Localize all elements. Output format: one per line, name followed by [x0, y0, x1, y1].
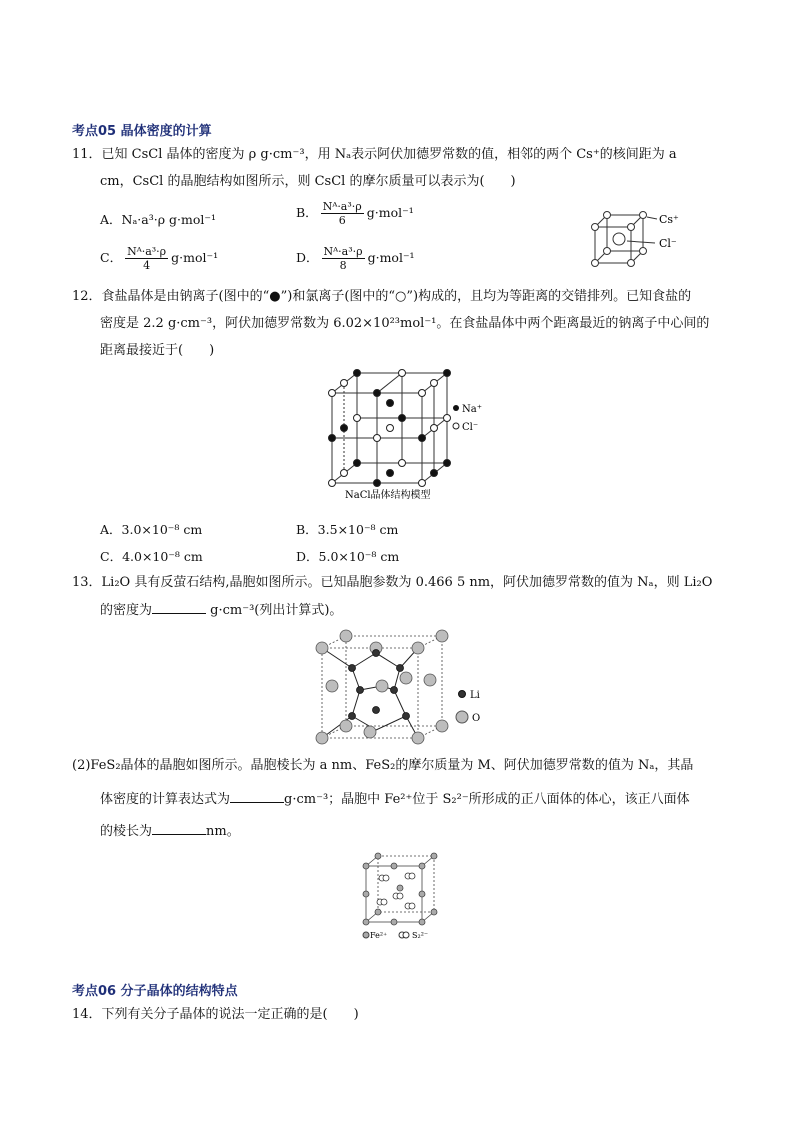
li2o-unit-cell-figure — [310, 628, 495, 746]
section-title-06: 考点06 分子晶体的结构特点 — [72, 984, 238, 999]
cscl-unit-cell-figure — [585, 205, 695, 280]
cl-ion-legend-label: Cl⁻ — [462, 422, 479, 433]
q13-text-line1: 13．Li₂O 具有反萤石结构,晶胞如图所示。已知晶胞参数为 0.466 5 nm，阿伏加德罗常数的值为 Nₐ，则 Li₂O — [72, 575, 713, 590]
q11-text-line1: 11．已知 CsCl 晶体的密度为 ρ g·cm⁻³，用 Nₐ表示阿伏加德罗常数的值，相邻的两个 Cs⁺的核间距为 a — [72, 147, 677, 162]
q12-option-d: D．5.0×10⁻⁸ cm — [296, 549, 400, 564]
q13b-text-line1: (2)FeS₂晶体的晶胞如图所示。晶胞棱长为 a nm、FeS₂的摩尔质量为 M、阿伏加德罗常数的值为 Nₐ，其晶 — [72, 758, 694, 773]
answer-blank — [152, 822, 206, 835]
q11-option-c: C． $\frac{\text{Nᴬ·a³·ρ}}{4}$ g·mol⁻¹ — [100, 245, 219, 272]
q11-option-d: D． $\frac{\text{Nᴬ·a³·ρ}}{8}$ g·mol⁻¹ — [296, 245, 415, 272]
cs-ion-label: Cs⁺ — [659, 213, 679, 226]
q12-option-a: A．3.0×10⁻⁸ cm — [100, 522, 203, 537]
q11-option-b: B． $\frac{\text{Nᴬ·a³·ρ}}{6}$ g·mol⁻¹ — [296, 200, 414, 227]
nacl-crystal-figure — [320, 368, 490, 503]
li-atom-label: Li — [470, 690, 480, 701]
q14-text-line1: 14．下列有关分子晶体的说法一定正确的是( ) — [72, 1007, 359, 1022]
na-ion-label: Na⁺ — [462, 404, 482, 415]
q13b-text-line3: 的棱长为 nm。 — [100, 824, 240, 839]
o-atom-label: O — [472, 713, 481, 724]
q12-text-line3: 距离最接近于( ) — [100, 343, 215, 358]
q12-option-c: C．4.0×10⁻⁸ cm — [100, 549, 203, 564]
q12-text-line2: 密度是 2.2 g·cm⁻³，阿伏加德罗常数为 6.02×10²³mol⁻¹。在食盐晶体中两个距离最近的钠离子中心间的 — [100, 316, 710, 331]
nacl-figure-caption: NaCl晶体结构模型 — [345, 490, 431, 501]
answer-blank — [152, 601, 206, 614]
fes2-unit-cell-figure — [356, 850, 446, 942]
q11-option-a: A．Nₐ·a³·ρ g·mol⁻¹ — [100, 212, 216, 227]
q13-text-line2: 的密度为 g·cm⁻³(列出计算式)。 — [100, 603, 343, 618]
section-title-05: 考点05 晶体密度的计算 — [72, 124, 212, 139]
q11-text-line2: cm，CsCl 的晶胞结构如图所示，则 CsCl 的摩尔质量可以表示为( ) — [100, 174, 516, 189]
q12-text-line1: 12．食盐晶体是由钠离子(图中的“●”)和氯离子(图中的“○”)构成的，且均为等距离的交错排列。已知食盐的 — [72, 289, 692, 304]
q13b-text-line2: 体密度的计算表达式为 g·cm⁻³；晶胞中 Fe²⁺位于 S₂²⁻所形成的正八面体的体心，该正八面体 — [100, 792, 690, 807]
answer-blank — [230, 790, 284, 803]
s2-ion-label: S₂²⁻ — [412, 931, 429, 940]
fe-ion-label: Fe²⁺ — [370, 931, 388, 940]
cl-ion-label: Cl⁻ — [659, 237, 677, 250]
q12-option-b: B．3.5×10⁻⁸ cm — [296, 522, 399, 537]
